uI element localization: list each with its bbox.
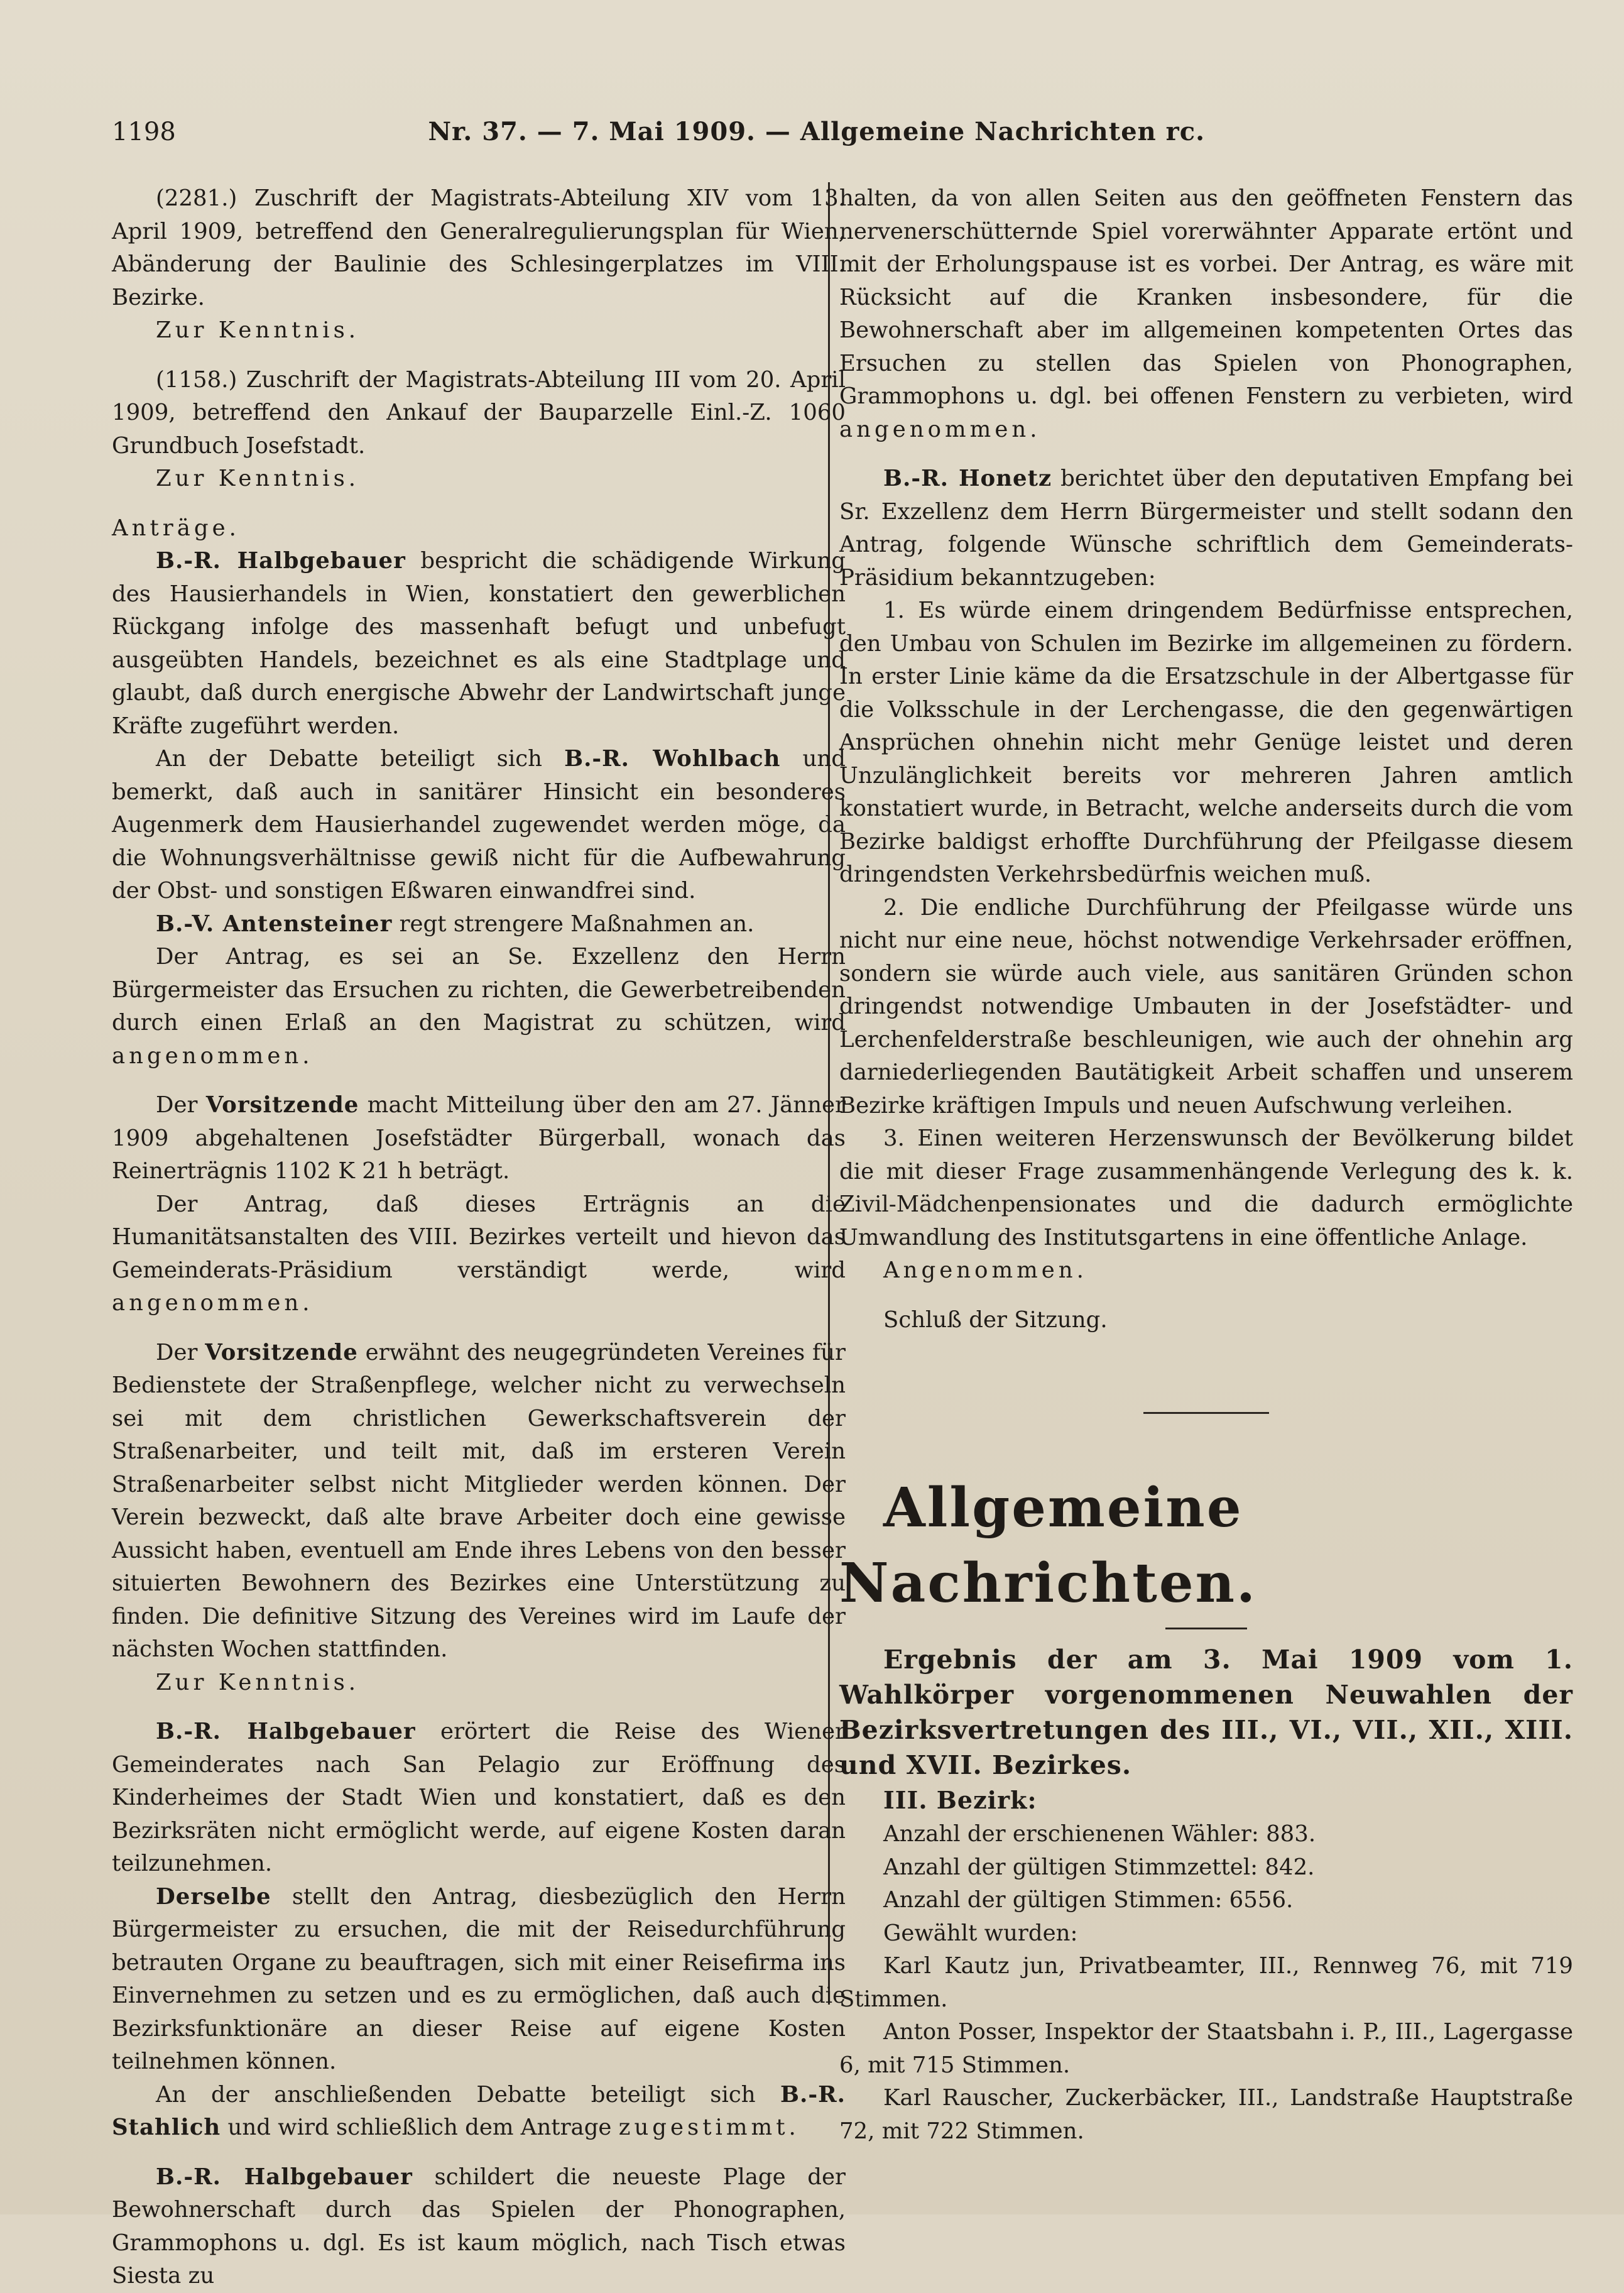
paragraph: Der Vorsitzende macht Mitteilung über den am 27. Jänner 1909 abgehaltenen Josefstädter Bürgerball, wonach das Reinerträgnis 1102 K 21 h beträgt. [112, 1092, 846, 1184]
statistic-line: Anzahl der erschienenen Wähler: 883. [883, 1821, 1316, 1847]
left-column [112, 182, 846, 2293]
statistic-line: Anzahl der gültigen Stimmen: 6556. [883, 1887, 1294, 1913]
speaker-name: B.-R. Halbgebauer [156, 1719, 416, 1744]
paragraph: B.-R. Halbgebauer bespricht die schädigende Wirkung des Hausierhandels in Wien, konstatiert den gewerblichen Rückgang infolge des massenhaft befugt und unbefugt ausgeübten Handels, bezeichnet es als eine Stadtplage und glaubt, daß durch energische Abwehr der Landwirtschaft junge Kräfte zugeführt werden. [112, 548, 846, 739]
elected-label: Gewählt wurden: [883, 1920, 1078, 1946]
list-item: 2. Die endliche Durchführung der Pfeilgasse würde uns nicht nur eine neue, höchst notwendige Verkehrsader eröffnen, sondern sie würde auch viele, aus sanitären Gründen schon dringendst notwendige Umbauten in der Josefstädter- und Lerchenfelderstraße beschleunigen, wie auch der ohnehin arg darniederliegenden Bautätigkeit Arbeit schaffen und unserem Bezirke kräftigen Impuls und neuen Aufschwung verleihen. [839, 894, 1573, 1119]
decision-note: Zur Kenntnis. [156, 1669, 360, 1695]
paragraph: (1158.) Zuschrift der Magistrats-Abteilung III vom 20. April 1909, betreffend den Ankauf der Bauparzelle Einl.-Z. 1060 Grundbuch Josefstadt. [112, 366, 846, 459]
page-number: 1198 [112, 118, 176, 146]
speaker-name: B.-R. Honetz [883, 466, 1052, 491]
speaker-name: B.-V. Antensteiner [156, 911, 393, 937]
section-heading: Anträge. [112, 515, 240, 541]
list-item: 3. Einen weiteren Herzenswunsch der Bevölkerung bildet die mit dieser Frage zusammenhängende Verlegung des k. k. Zivil-Mädchenpensionates und die dadurch ermöglichte Umwandlung des Institutsgartens in eine öffentliche Anlage. [839, 1125, 1573, 1250]
candidate-entry: Anton Posser, Inspektor der Staatsbahn i. P., III., Lagergasse 6, mit 715 Stimmen. [839, 2019, 1573, 2078]
running-title: Nr. 37. — 7. Mai 1909. — Allgemeine Nachrichten rc. [428, 117, 1205, 146]
paragraph: An der Debatte beteiligt sich B.-R. Wohlbach und bemerkt, daß auch in sanitärer Hinsicht ein besonderes Augenmerk dem Hausierhandel zugewendet werden möge, da die Wohnungsverhältnisse gewiß nicht für die Aufbewahrung der Obst- und sonstigen Eßwaren einwandfrei sind. [112, 746, 846, 904]
paragraph: B.-R. Halbgebauer erörtert die Reise des Wiener Gemeinderates nach San Pelagio zur Eröffnung des Kinderheimes der Stadt Wien und konstatiert, daß es den Bezirksräten nicht ermöglicht werde, auf eigene Kosten daran teilzunehmen. [112, 1719, 846, 1876]
candidate-entry: Karl Rauscher, Zuckerbäcker, III., Landstraße Hauptstraße 72, mit 722 Stimmen. [839, 2085, 1573, 2144]
decision-note: Angenommen. [883, 1257, 1087, 1283]
paragraph: Der Antrag, es sei an Se. Exzellenz den Herrn Bürgermeister das Ersuchen zu richten, die Gewerbetreibenden durch einen Erlaß an den Magistrat zu schützen, wird angenommen. [112, 944, 846, 1069]
section-title: Allgemeine Nachrichten. [839, 1476, 1258, 1615]
closing-line: Schluß der Sitzung. [883, 1306, 1108, 1333]
paragraph: B.-V. Antensteiner regt strengere Maßnahmen an. [156, 911, 755, 937]
paragraph: An der anschließenden Debatte beteiligt sich B.-R. Stahlich und wird schließlich dem Antrage zugestimmt. [112, 2081, 846, 2140]
speaker-name: Vorsitzende [205, 1092, 359, 1118]
result-heading: Ergebnis der am 3. Mai 1909 vom 1. Wahlkörper vorgenommenen Neuwahlen der Bezirksvertretungen des III., VI., VII., XII., XIII. und XVII. Bezirkes. [839, 1645, 1573, 1780]
speaker-name: B.-R. Wohlbach [564, 746, 781, 772]
paragraph: Derselbe stellt den Antrag, diesbezüglich den Herrn Bürgermeister zu ersuchen, die mit der Reisedurchführung betrauten Organe zu beauftragen, sich mit einer Reisefirma ins Einvernehmen zu setzen und es zu ermöglichen, daß auch die Bezirksfunktionäre an dieser Reise auf eigene Kosten teilnehmen können. [112, 1883, 846, 2074]
speaker-name: B.-R. Halbgebauer [156, 2164, 413, 2190]
page-header [112, 110, 1205, 154]
paragraph: B.-R. Honetz berichtet über den deputativen Empfang bei Sr. Exzellenz dem Herrn Bürgermeister und stellt sodann den Antrag, folgende Wünsche schriftlich dem Gemeinderats-Präsidium bekanntzugeben: [839, 466, 1573, 591]
speaker-name: B.-R. Stahlich [112, 2081, 846, 2140]
paragraph: B.-R. Halbgebauer schildert die neueste Plage der Bewohnerschaft durch das Spielen der Phonographen, Grammophons u. dgl. Es ist kaum möglich, nach Tisch etwas Siesta zu [112, 2164, 846, 2289]
decision-note: Zur Kenntnis. [156, 317, 360, 343]
candidate-entry: Karl Kautz jun, Privatbeamter, III., Rennweg 76, mit 719 Stimmen. [839, 1953, 1573, 2012]
speaker-name: Derselbe [156, 1883, 271, 1910]
speaker-name: B.-R. Halbgebauer [156, 548, 406, 574]
paragraph: halten, da von allen Seiten aus den geöffneten Fenstern das nervenerschütternde Spiel vorerwähnter Apparate ertönt und mit der Erholungspause ist es vorbei. Der Antrag, es wäre mit Rücksicht auf die Kranken insbesondere, für die Bewohnerschaft aber im allgemeinen kompetenten Ortes das Ersuchen zu stellen das Spielen von Phonographen, Grammophons u. dgl. bei offenen Fenstern zu verbieten, wird angenommen. [839, 185, 1573, 442]
paragraph: (2281.) Zuschrift der Magistrats-Abteilung XIV vom 13. April 1909, betreffend den Generalregulierungsplan für Wien, Abänderung der Baulinie des Schlesingerplatzes im VIII. Bezirke. [112, 185, 846, 310]
right-column [839, 182, 1573, 2148]
decision-note: Zur Kenntnis. [156, 466, 360, 491]
speaker-name: Vorsitzende [205, 1339, 358, 1365]
statistic-line: Anzahl der gültigen Stimmzettel: 842. [883, 1854, 1315, 1880]
list-item: 1. Es würde einem dringendem Bedürfnisse entsprechen, den Umbau von Schulen im Bezirke im allgemeinen zu fördern. In erster Linie käme da die Ersatzschule in der Albertgasse für die Volksschule in der Lerchengasse, die den gegenwärtigen Ansprüchen ohnehin nicht mehr Genüge leistet und deren Unzulänglichkeit bereits vor mehreren Jahren amtlich konstatiert wurde, in Betracht, welche anderseits durch die vom Bezirke baldigst erhoffte Durchführung der Pfeilgasse diesem dringendsten Verkehrsbedürfnis weichen muß. [839, 598, 1573, 887]
paragraph: Der Vorsitzende erwähnt des neugegründeten Vereines für Bedienstete der Straßenpflege, welcher nicht zu verwechseln sei mit dem christlichen Gewerkschaftsverein der Straßenarbeiter, und teilt mit, daß im ersteren Verein Straßenarbeiter selbst nicht Mitglieder werden können. Der Verein bezweckt, daß alte brave Arbeiter doch eine gewisse Aussicht haben, eventuell am Ende ihres Lebens von den besser situierten Bewohnern des Bezirkes eine Unterstützung zu finden. Die definitive Sitzung des Vereines wird im Laufe der nächsten Wochen stattfinden. [112, 1339, 846, 1662]
district-heading: III. Bezirk: [883, 1786, 1037, 1814]
paragraph: Der Antrag, daß dieses Erträgnis an die Humanitätsanstalten des VIII. Bezirkes verteilt und hievon das Gemeinderats-Präsidium verständigt werde, wird angenommen. [112, 1191, 846, 1316]
